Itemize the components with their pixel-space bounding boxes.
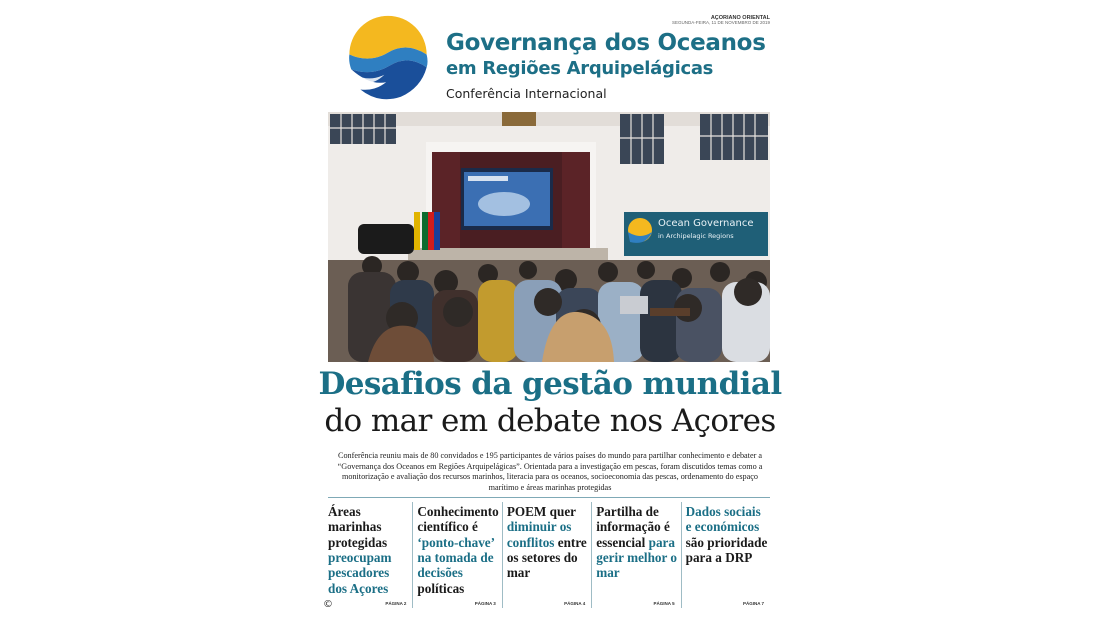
masthead bbox=[672, 15, 770, 26]
publication-date: SEGUNDA-FEIRA, 11 DE NOVEMBRO DE 2019 bbox=[672, 20, 770, 26]
teaser-text-part: Conhecimento científico é bbox=[417, 504, 499, 535]
newspaper-page bbox=[318, 0, 782, 620]
teaser-column[interactable] bbox=[328, 502, 412, 608]
banner-text-line2: in Archipelagic Regions bbox=[658, 232, 734, 240]
teaser-text bbox=[686, 504, 768, 565]
page-reference: PÁGINA 7 bbox=[742, 601, 765, 606]
teaser-column[interactable] bbox=[591, 502, 680, 608]
teaser-text-part: Partilha de informação é essencial bbox=[596, 504, 670, 550]
page-title-line2: em Regiões Arquipelágicas bbox=[446, 58, 714, 79]
teaser-text-part: políticas bbox=[417, 580, 465, 596]
oceans-conference-logo bbox=[342, 14, 434, 106]
page-title: Governança dos Oceanos bbox=[446, 30, 766, 56]
page-reference: PÁGINA 3 bbox=[474, 601, 496, 606]
teaser-columns bbox=[328, 502, 770, 608]
teaser-column[interactable] bbox=[502, 502, 591, 608]
page-reference: PÁGINA 2 bbox=[385, 601, 407, 606]
page-subtitle: Conferência Internacional bbox=[446, 86, 607, 101]
teaser-text-highlight: para gerir melhor o mar bbox=[596, 534, 678, 581]
teaser-text bbox=[328, 504, 410, 596]
lead-paragraph: Conferência reuniu mais de 80 convidados e 195 participantes de vários países do mundo para partilhar conhecimento e debater a “Governança dos Oceanos em Regiões Arquipelágicas”. Orientada para a investigação em pescas, foram discutidos temas como a monitorização e avaliação dos recursos marinhos, literacia para os oceanos, socioeconomia das pescas, ordenamento do espaço marítimo e áreas marinhas protegidas bbox=[337, 451, 763, 492]
teaser-text-highlight: ‘ponto-chave’ na tomada de decisões bbox=[417, 534, 495, 581]
teaser-text bbox=[596, 504, 678, 581]
teaser-text-highlight: preocupam pescadores dos Açores bbox=[328, 549, 392, 596]
page-reference: PÁGINA 5 bbox=[653, 601, 675, 606]
teaser-text-part: são prioridade para a DRP bbox=[685, 534, 768, 565]
teaser-text-highlight: diminuir os conflitos bbox=[506, 519, 572, 550]
teaser-column[interactable] bbox=[412, 502, 501, 608]
teaser-text-part: Áreas marinhas protegidas bbox=[328, 504, 388, 550]
teaser-text-part: entre os setores do mar bbox=[506, 534, 587, 581]
teaser-text bbox=[507, 504, 589, 581]
copyright-icon: © bbox=[323, 599, 333, 610]
headline-line2: do mar em debate nos Açores bbox=[324, 403, 776, 439]
section-divider bbox=[328, 497, 770, 498]
teaser-text-part: POEM quer bbox=[506, 504, 576, 519]
banner-text-line1: Ocean Governance bbox=[658, 218, 754, 229]
headline-line1: Desafios da gestão mundial bbox=[318, 366, 782, 402]
conference-photo bbox=[328, 112, 770, 362]
teaser-text bbox=[417, 504, 499, 596]
publication-name: AÇORIANO ORIENTAL bbox=[710, 15, 770, 21]
page-reference: PÁGINA 4 bbox=[564, 601, 586, 606]
teaser-text-highlight: Dados sociais e económicos bbox=[685, 504, 761, 535]
teaser-column[interactable] bbox=[681, 502, 770, 608]
